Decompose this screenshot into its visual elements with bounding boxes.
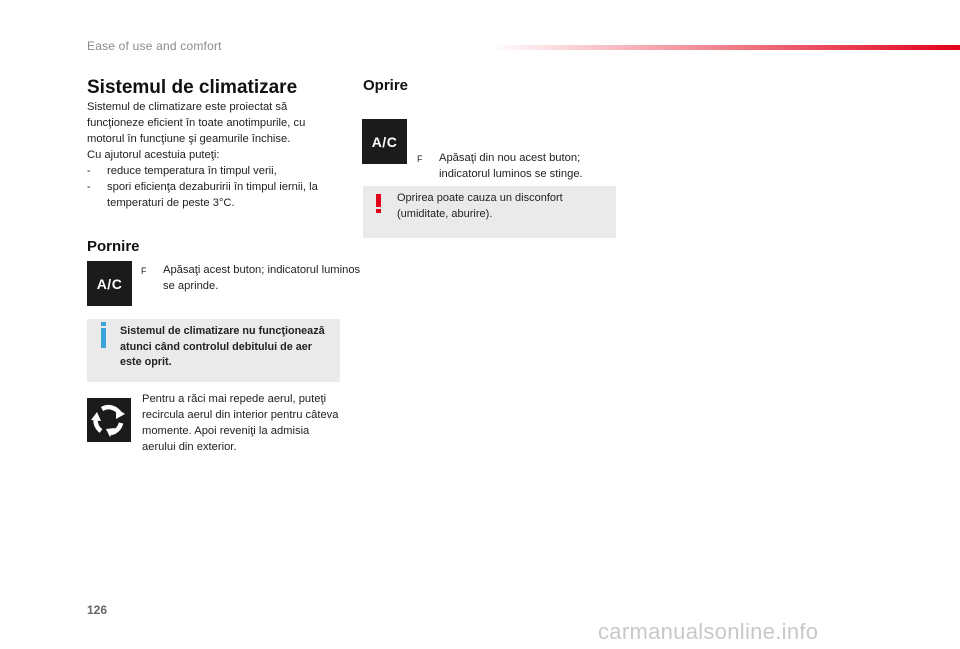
step-marker: F xyxy=(141,266,147,276)
bullet-marker: - xyxy=(87,181,91,193)
info-text: Sistemul de climatizare nu funcţionează atunci când controlul debitului de aer este oprit. xyxy=(120,325,325,368)
watermark: carmanualsonline.info xyxy=(598,619,819,644)
warning-text: Oprirea poate cauza un disconfort (umiditate, aburire). xyxy=(397,192,563,220)
warning-icon-dot xyxy=(376,209,381,213)
heading-pornire: Pornire xyxy=(87,238,140,255)
step-text: Apăsaţi din nou acest buton; indicatorul luminos se stinge. xyxy=(439,152,583,180)
warning-icon xyxy=(376,194,381,207)
step-text: Apăsaţi acest buton; indicatorul luminos se aprinde. xyxy=(163,264,361,292)
step-marker: F xyxy=(417,154,423,164)
ac-button-icon: A/C xyxy=(87,261,132,306)
page-title: Sistemul de climatizare xyxy=(87,77,298,98)
bullet-text: spori eficienţa dezaburirii în timpul iernii, la temperaturi de peste 3°C. xyxy=(107,181,318,209)
section-header: Ease of use and comfort xyxy=(87,39,222,53)
warning-box xyxy=(363,186,616,238)
recirculation-text: Pentru a răci mai repede aerul, puteţi recircula aerul din interior pentru câteva momente. Apoi reveniţi la admisia aerului din exterior. xyxy=(142,393,339,453)
bullet-item xyxy=(87,179,345,211)
heading-oprire: Oprire xyxy=(363,77,409,94)
header-accent-bar xyxy=(490,45,960,50)
ac-button-icon: A/C xyxy=(362,119,407,164)
page-number: 126 xyxy=(87,603,108,617)
recirculation-icon-graphic xyxy=(89,400,129,440)
step-pornire xyxy=(141,262,363,294)
recirculation-icon xyxy=(87,398,131,442)
bullet-item xyxy=(87,163,345,179)
info-icon-stem xyxy=(101,328,106,348)
bullet-marker: - xyxy=(87,165,91,177)
bullet-text: reduce temperatura în timpul verii, xyxy=(107,165,277,177)
intro-paragraph: Sistemul de climatizare este proiectat să funcţioneze eficient în toate anotimpurile, cu motorul în funcţiune şi geamurile închise. xyxy=(87,101,306,145)
intro-lead: Cu ajutorul acestuia puteţi: xyxy=(87,149,220,161)
intro-block xyxy=(87,99,345,211)
step-oprire xyxy=(417,150,629,182)
info-icon xyxy=(101,322,106,326)
info-box xyxy=(87,319,340,382)
